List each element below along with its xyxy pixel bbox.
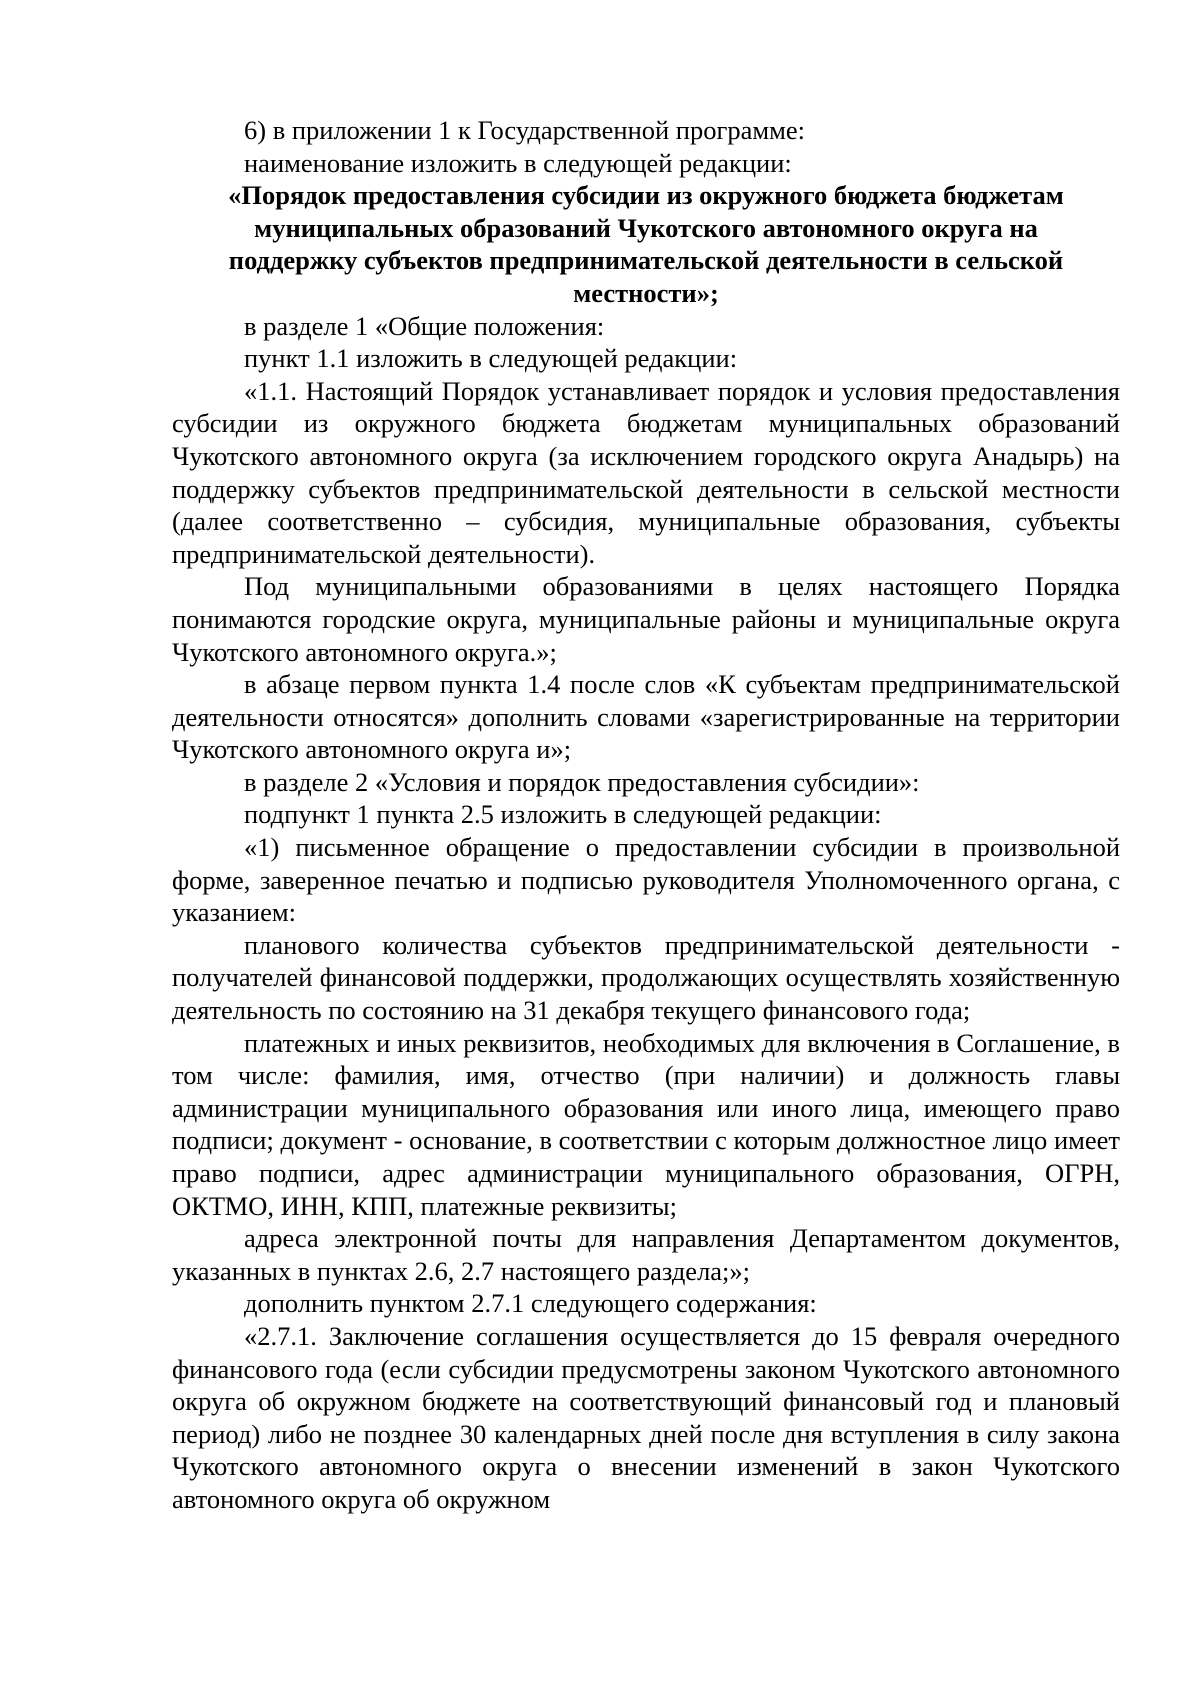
point-1-1-text: «1.1. Настоящий Порядок устанавливает порядок и условия предоставления субсидии из окружного бюджета бюджетам муниципальных образований Чукотского автономного округа (за исключением городского округа Анадырь) на поддержку субъектов предпринимательской деятельности в сельской местности (далее соответственно – субсидия, муниципальные образования, субъекты предпринимательской деятельности). bbox=[172, 375, 1120, 569]
planned-quantity-paragraph: планового количества субъектов предпринимательской деятельности - получателей финансовой поддержки, продолжающих осуществлять хозяйственную деятельность по состоянию на 31 декабря текущего финансового года; bbox=[172, 929, 1120, 1026]
section2-heading: в разделе 2 «Условия и порядок предоставления субсидии»: bbox=[244, 766, 920, 797]
point-2-7-1-text: «2.7.1. Заключение соглашения осуществляется до 15 февраля очередного финансового года (если субсидии предусмотрены законом Чукотского автономного округа об окружном бюджете на соответствующий финансовый год и плановый период) либо не позднее 30 календарных дней после дня вступления в силу закона Чукотского автономного округа о внесении изменений в закон Чукотского автономного округа об окружном bbox=[172, 1320, 1120, 1514]
point-1-1-intro: пункт 1.1 изложить в следующей редакции: bbox=[244, 343, 738, 374]
appendix-title: «Порядок предоставления субсидии из окружного бюджета бюджетам муниципальных образований Чукотского автономного округа на поддержку субъектов предпринимательской деятельности в сельской местности»; bbox=[228, 180, 1064, 308]
subpoint-2-5-text: «1) письменное обращение о предоставлении субсидии в произвольной форме, заверенное печатью и подписью руководителя Уполномоченного органа, с указанием: bbox=[172, 832, 1120, 928]
email-addresses-paragraph: адреса электронной почты для направления Департаментом документов, указанных в пунктах 2.6, 2.7 настоящего раздела;»; bbox=[172, 1223, 1120, 1286]
point-1-4-amendment: в абзаце первом пункта 1.4 после слов «К субъектам предпринимательской деятельности относятся» дополнить словами «зарегистрированные на территории Чукотского автономного округа и»; bbox=[172, 669, 1120, 765]
payment-details-paragraph: платежных и иных реквизитов, необходимых для включения в Соглашение, в том числе: фамилия, имя, отчество (при наличии) и должность главы администрации муниципального образования или иного лица, имеющего право подписи; документ - основание, в соответствии с которым должностное лицо имеет право подписи, адрес администрации муниципального образования, ОГРН, ОКТМО, ИНН, КПП, платежные реквизиты; bbox=[172, 1027, 1120, 1221]
subpoint-2-5-intro: подпункт 1 пункта 2.5 изложить в следующей редакции: bbox=[244, 799, 882, 830]
intro-line-2: наименование изложить в следующей редакции: bbox=[244, 147, 792, 178]
point-2-7-1-intro: дополнить пунктом 2.7.1 следующего содержания: bbox=[244, 1288, 817, 1319]
municipal-definition-paragraph: Под муниципальными образованиями в целях настоящего Порядка понимаются городские округа, муниципальные районы и муниципальные округа Чукотского автономного округа.»; bbox=[172, 571, 1120, 667]
section1-heading: в разделе 1 «Общие положения: bbox=[244, 310, 605, 341]
document-body bbox=[172, 114, 1120, 1516]
intro-line-1: 6) в приложении 1 к Государственной программе: bbox=[244, 115, 806, 145]
